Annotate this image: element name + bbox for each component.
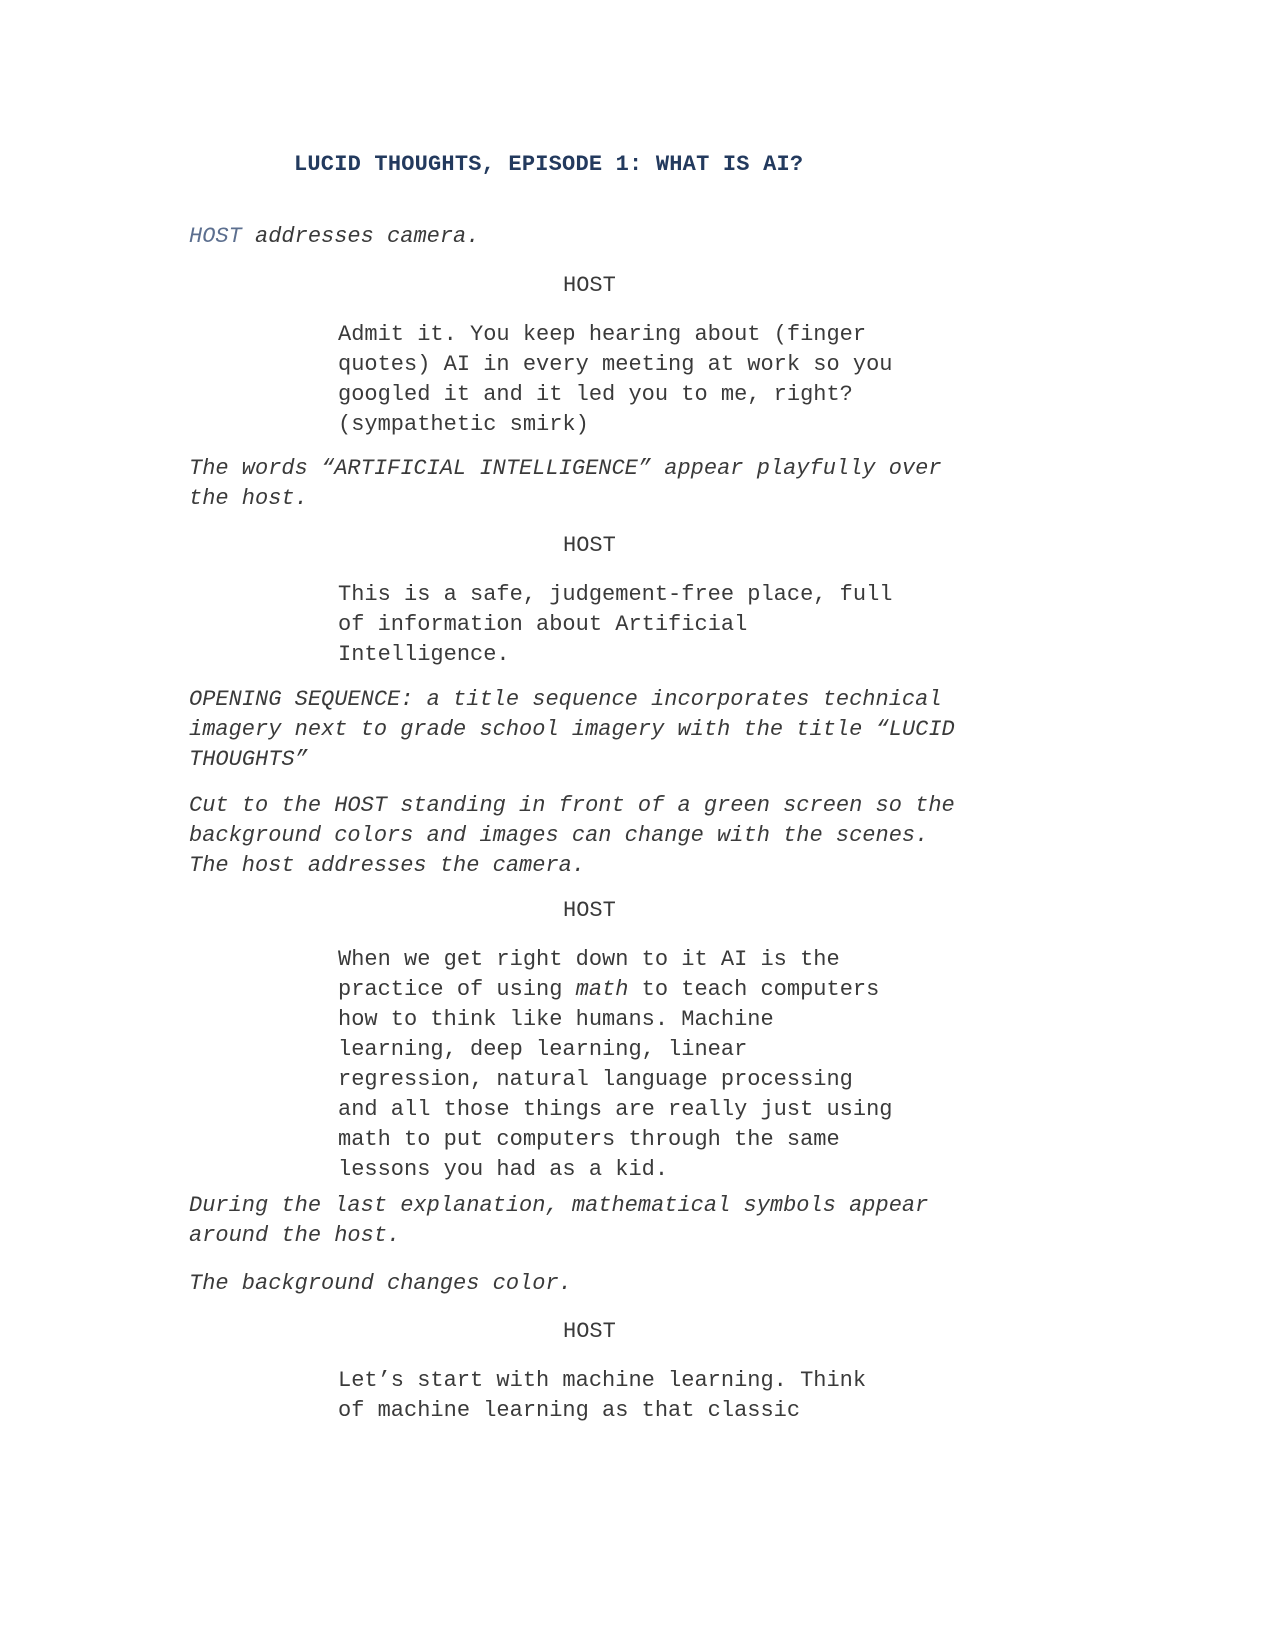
host-reference: HOST: [189, 224, 242, 249]
action-line: around the host.: [189, 1223, 401, 1248]
dialogue-line: Let’s start with machine learning. Think: [338, 1368, 867, 1393]
dialogue-line: Intelligence.: [338, 642, 510, 667]
dialogue-line: of information about Artificial: [338, 612, 748, 637]
action-block-2: [189, 454, 1089, 514]
action-line: The words “ARTIFICIAL INTELLIGENCE” appear playfully over: [189, 456, 942, 481]
character-name: HOST: [563, 1319, 616, 1344]
dialogue-line: lessons you had as a kid.: [338, 1157, 669, 1182]
action-line: During the last explanation, mathematical symbols appear: [189, 1193, 929, 1218]
action-line: the host.: [189, 486, 308, 511]
dialogue-text: to teach computers: [628, 977, 880, 1002]
dialogue-line: (sympathetic smirk): [338, 412, 589, 437]
dialogue-block-1: [338, 320, 978, 440]
dialogue-block-4: [338, 1366, 978, 1426]
dialogue-line: math to put computers through the same: [338, 1127, 840, 1152]
dialogue-line: When we get right down to it AI is the: [338, 947, 840, 972]
dialogue-text: practice of using: [338, 977, 576, 1002]
character-name: HOST: [563, 273, 616, 298]
character-name: HOST: [563, 533, 616, 558]
dialogue-line-with-emphasis: [338, 975, 978, 1005]
dialogue-line: regression, natural language processing: [338, 1067, 853, 1092]
action-line: imagery next to grade school imagery with the title “LUCID: [189, 717, 955, 742]
episode-title: LUCID THOUGHTS, EPISODE 1: WHAT IS AI?: [294, 152, 804, 177]
action-line: THOUGHTS”: [189, 747, 308, 772]
action-line: Cut to the HOST standing in front of a green screen so the: [189, 793, 955, 818]
action-block-3: [189, 685, 1089, 775]
action-block-5: [189, 1191, 1089, 1251]
dialogue-line: This is a safe, judgement-free place, full: [338, 582, 893, 607]
dialogue-block-3: [338, 945, 978, 1185]
dialogue-block-2: [338, 580, 978, 670]
action-line-1: [189, 222, 1089, 252]
dialogue-line: of machine learning as that classic: [338, 1398, 801, 1423]
action-line: OPENING SEQUENCE: a title sequence incorporates technical: [189, 687, 942, 712]
dialogue-line: Admit it. You keep hearing about (finger: [338, 322, 867, 347]
action-block-4: [189, 791, 1089, 881]
action-line: The background changes color.: [189, 1271, 572, 1296]
dialogue-line: and all those things are really just using: [338, 1097, 893, 1122]
dialogue-line: how to think like humans. Machine: [338, 1007, 774, 1032]
action-line: The host addresses the camera.: [189, 853, 586, 878]
dialogue-line: googled it and it led you to me, right?: [338, 382, 853, 407]
action-text: addresses camera.: [241, 224, 480, 249]
character-name: HOST: [563, 898, 616, 923]
emphasis-math: math: [575, 977, 629, 1002]
action-line: background colors and images can change with the scenes.: [189, 823, 929, 848]
dialogue-line: quotes) AI in every meeting at work so you: [338, 352, 893, 377]
action-block-6: [189, 1269, 1089, 1299]
dialogue-line: learning, deep learning, linear: [338, 1037, 748, 1062]
